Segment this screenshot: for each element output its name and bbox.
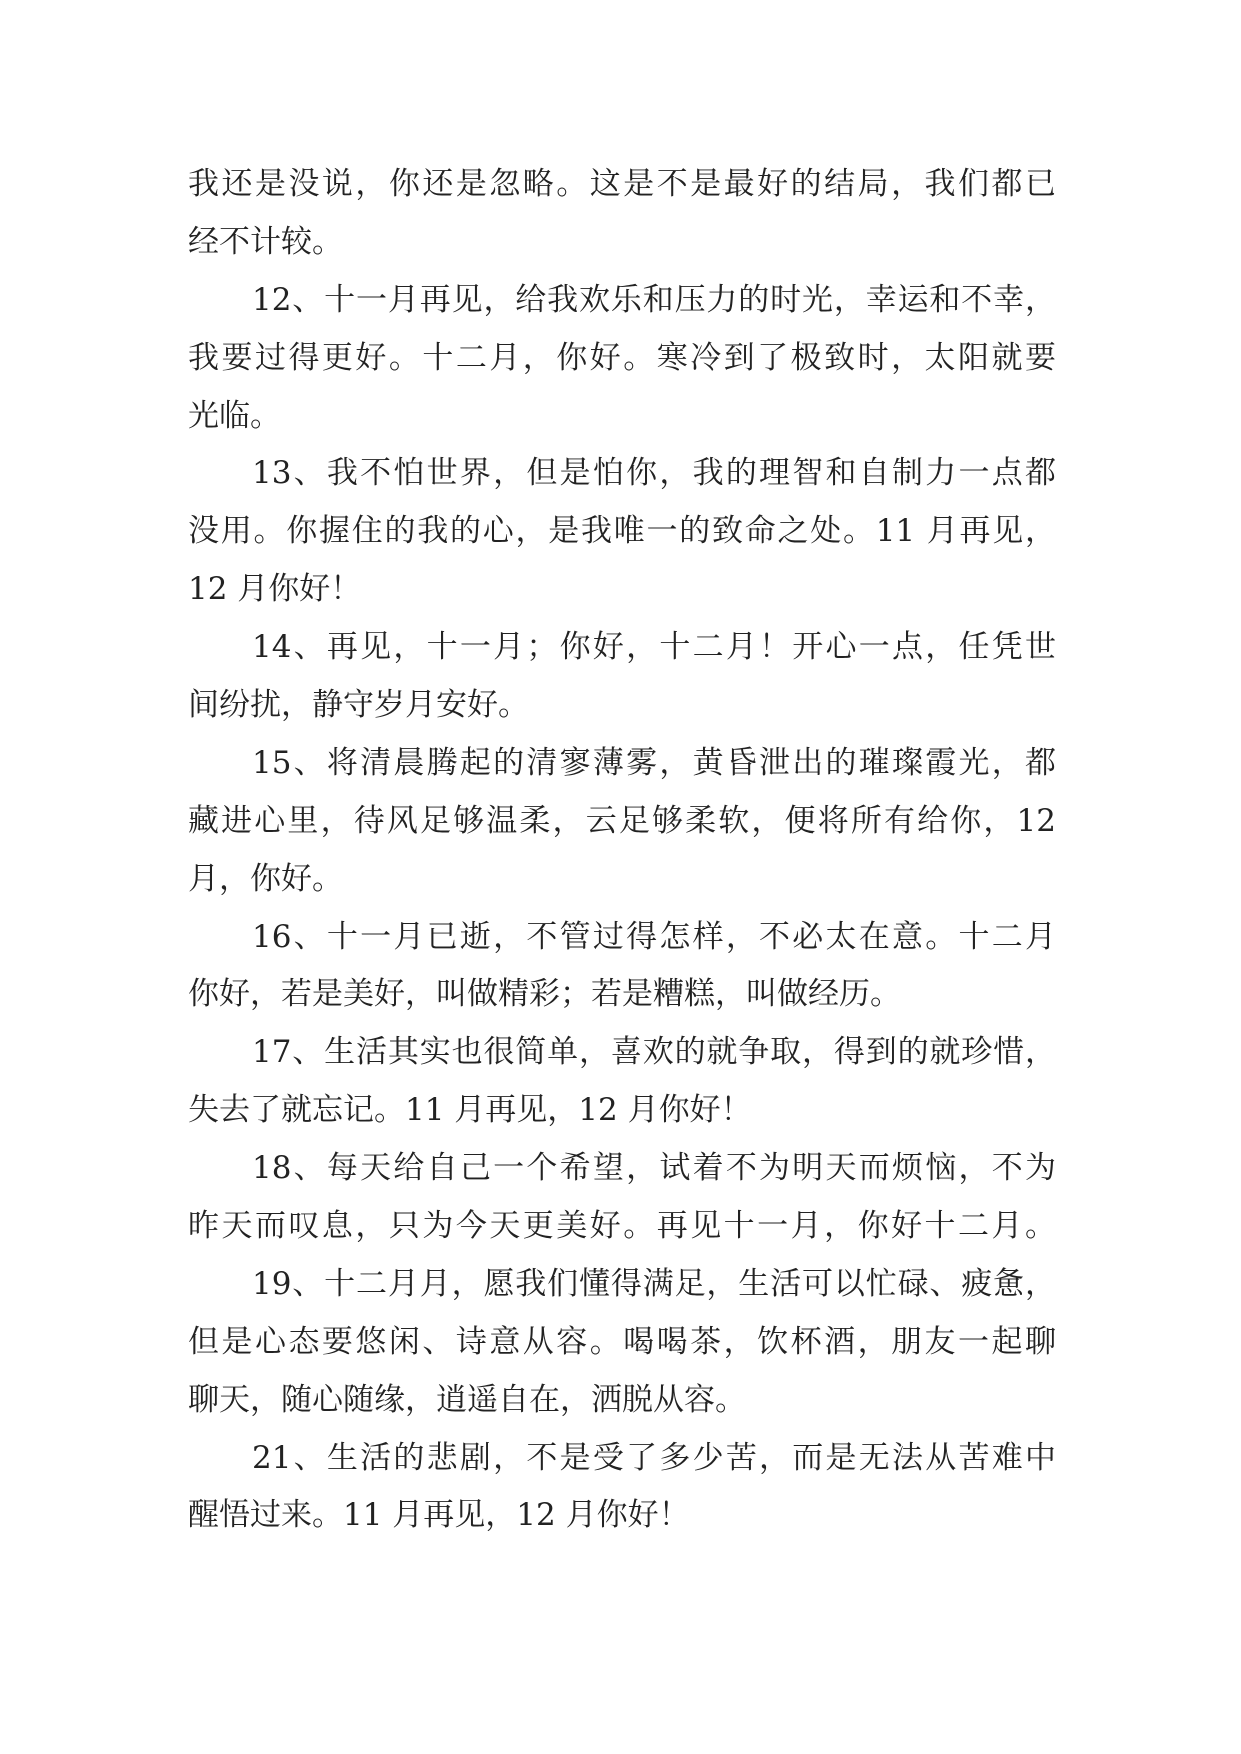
text-line: 14、再见，十一月；你好，十二月！开心一点，任凭世 — [252, 629, 1056, 666]
document-body — [188, 156, 1056, 1545]
text-line: 经不计较。 — [188, 223, 343, 260]
text-line: 聊天，随心随缘，逍遥自在，洒脱从容。 — [188, 1381, 746, 1418]
paragraph-14 — [188, 619, 1056, 735]
text-line: 间纷扰，静守岁月安好。 — [188, 687, 529, 724]
paragraph-15 — [188, 735, 1056, 909]
text-line: 你好，若是美好，叫做精彩；若是糟糕，叫做经历。 — [188, 976, 901, 1013]
text-line: 17、生活其实也很简单，喜欢的就争取，得到的就珍惜， — [252, 1034, 1056, 1071]
text-line: 但是心态要悠闲、诗意从容。喝喝茶，饮杯酒，朋友一起聊 — [188, 1323, 1056, 1360]
text-line: 15、将清晨腾起的清寥薄雾，黄昏泄出的璀璨霞光，都 — [252, 744, 1056, 781]
text-line: 16、十一月已逝，不管过得怎样，不必太在意。十二月 — [252, 918, 1056, 955]
text-line: 12、十一月再见，给我欢乐和压力的时光，幸运和不幸， — [252, 281, 1056, 318]
text-line: 我还是没说，你还是忽略。这是不是最好的结局，我们都已 — [188, 166, 1056, 202]
text-line: 醒悟过来。11 月再见，12 月你好！ — [188, 1497, 690, 1534]
paragraph-continuation — [188, 156, 1056, 272]
text-line: 没用。你握住的我的心，是我唯一的致命之处。11 月再见， — [188, 513, 1056, 550]
text-line: 光临。 — [188, 397, 281, 434]
text-line: 我要过得更好。十二月，你好。寒冷到了极致时，太阳就要 — [188, 339, 1056, 376]
text-line: 失去了就忘记。11 月再见，12 月你好！ — [188, 1092, 752, 1129]
text-line: 藏进心里，待风足够温柔，云足够柔软，便将所有给你，12 — [188, 802, 1056, 839]
text-line: 18、每天给自己一个希望，试着不为明天而烦恼，不为 — [252, 1150, 1056, 1187]
text-line: 月，你好。 — [188, 860, 343, 897]
text-line: 13、我不怕世界，但是怕你，我的理智和自制力一点都 — [252, 455, 1056, 492]
paragraph-16 — [188, 909, 1056, 1025]
text-line: 12 月你好！ — [188, 571, 362, 608]
paragraph-19 — [188, 1256, 1056, 1430]
paragraph-18 — [188, 1140, 1056, 1256]
paragraph-13 — [188, 445, 1056, 619]
paragraph-17 — [188, 1024, 1056, 1140]
text-line: 昨天而叹息，只为今天更美好。再见十一月，你好十二月。 — [188, 1208, 1056, 1245]
paragraph-12 — [188, 272, 1056, 446]
text-line: 19、十二月月，愿我们懂得满足，生活可以忙碌、疲惫， — [252, 1265, 1056, 1302]
paragraph-21 — [188, 1430, 1056, 1546]
text-line: 21、生活的悲剧，不是受了多少苦，而是无法从苦难中 — [252, 1439, 1056, 1476]
